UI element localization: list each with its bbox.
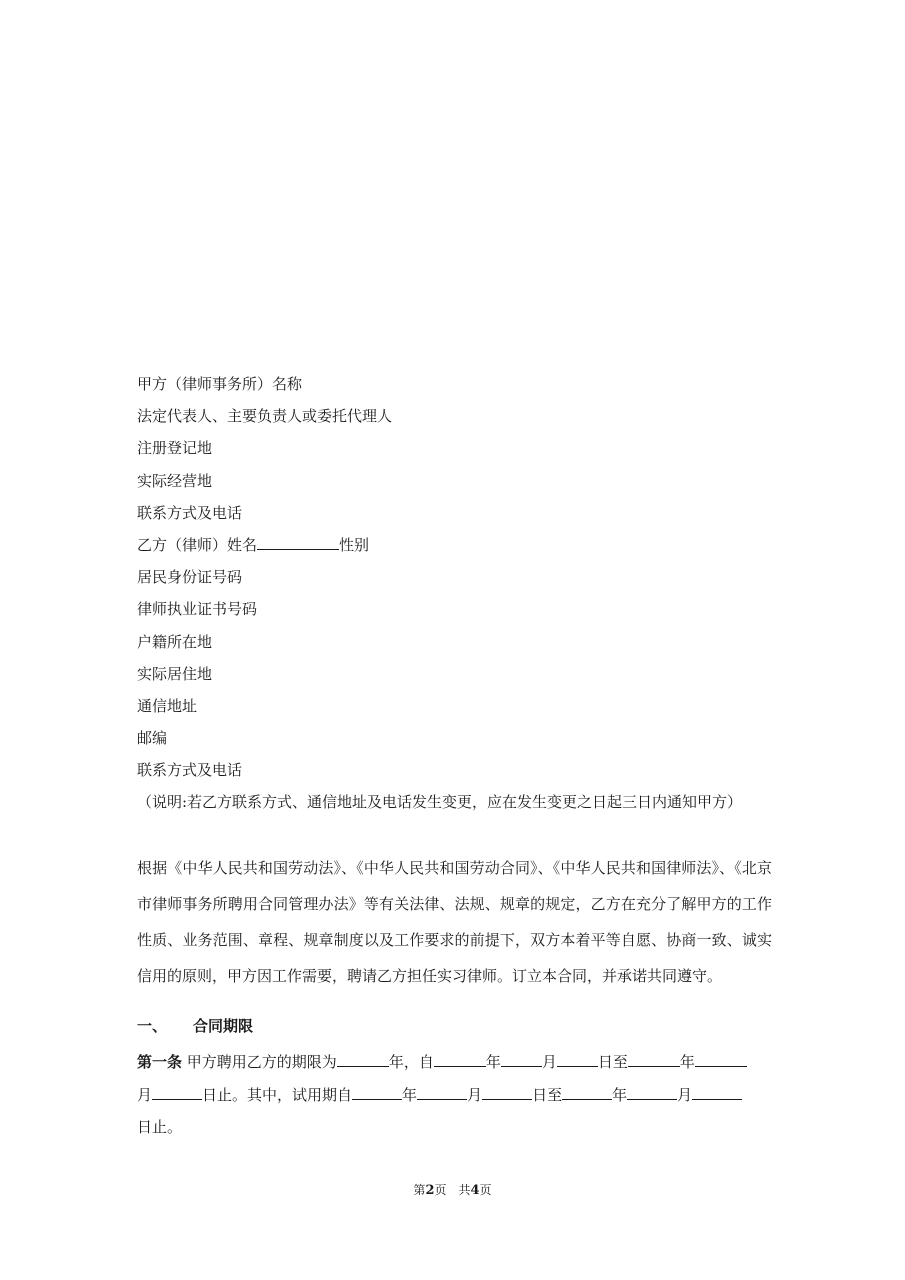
start-month-blank[interactable] [501, 1050, 542, 1067]
name-blank[interactable] [257, 533, 339, 550]
field-firm-contact: 联系方式及电话 [137, 503, 243, 522]
field-lawyer-name-gender: 乙方（律师）姓名 性别 [137, 533, 777, 565]
article-label: 第一条 [137, 1053, 183, 1071]
page-footer: 第2页 共4页 [413, 1183, 492, 1198]
field-license-number: 律师执业证书号码 [137, 600, 258, 619]
trial-start-year-blank[interactable] [352, 1083, 402, 1100]
current-page-number: 2 [425, 1183, 435, 1198]
start-year-blank[interactable] [434, 1050, 486, 1067]
party-info-list [137, 372, 777, 814]
field-postcode: 邮编 [137, 729, 168, 748]
section-title: 合同期限 [193, 1017, 254, 1035]
field-registered-address: 注册登记地 [137, 439, 213, 458]
change-notice-note: （说明:若乙方联系方式、通信地址及电话发生变更，应在发生变更之日起三日内通知甲方） [137, 793, 743, 812]
intro-paragraph: 根据《中华人民共和国劳动法》、《中华人民共和国劳动合同》、《中华人民共和国律师法》、《北京市律师事务所聘用合同管理办法》等有关法律、法规、规章的规定，乙方在充分了解甲方的工作性质、业务范围、章程、规章制度以及工作要求的前提下，双方本着平等自愿、协商一致、诚实信用的原则，甲方因工作需要，聘请乙方担任实习律师。订立本合同，并承诺共同遵守。 [137, 859, 772, 985]
end-day-blank[interactable] [152, 1083, 202, 1100]
trial-end-month-blank[interactable] [627, 1083, 677, 1100]
article-1-line-2: 月 日止。其中，试用期自 年 月 日至 年 月 [137, 1079, 777, 1112]
field-id-number: 居民身份证号码 [137, 568, 243, 587]
section-heading [137, 1014, 253, 1038]
article-1-line-3: 日止。 [137, 1118, 183, 1136]
end-year-blank[interactable] [628, 1050, 680, 1067]
trial-end-year-blank[interactable] [562, 1083, 612, 1100]
end-month-blank[interactable] [695, 1050, 747, 1067]
term-years-blank[interactable] [337, 1050, 389, 1067]
section-number: 一、 [137, 1017, 168, 1035]
field-legal-representative: 法定代表人、主要负责人或委托代理人 [137, 407, 393, 426]
field-firm-name: 甲方（律师事务所）名称 [137, 375, 303, 393]
field-lawyer-contact: 联系方式及电话 [137, 761, 243, 780]
trial-start-day-blank[interactable] [482, 1083, 532, 1100]
field-mailing-address: 通信地址 [137, 696, 198, 715]
total-page-number: 4 [470, 1183, 480, 1198]
field-business-address: 实际经营地 [137, 471, 213, 490]
start-day-blank[interactable] [557, 1050, 598, 1067]
article-1-line-1: 第一条 甲方聘用乙方的期限为 年，自 年 月 日至 年 [137, 1046, 777, 1079]
field-residence: 实际居住地 [137, 664, 213, 683]
trial-start-month-blank[interactable] [417, 1083, 467, 1100]
trial-end-day-blank[interactable] [692, 1083, 742, 1100]
field-household-registration: 户籍所在地 [137, 632, 213, 651]
article-1 [137, 1046, 777, 1144]
